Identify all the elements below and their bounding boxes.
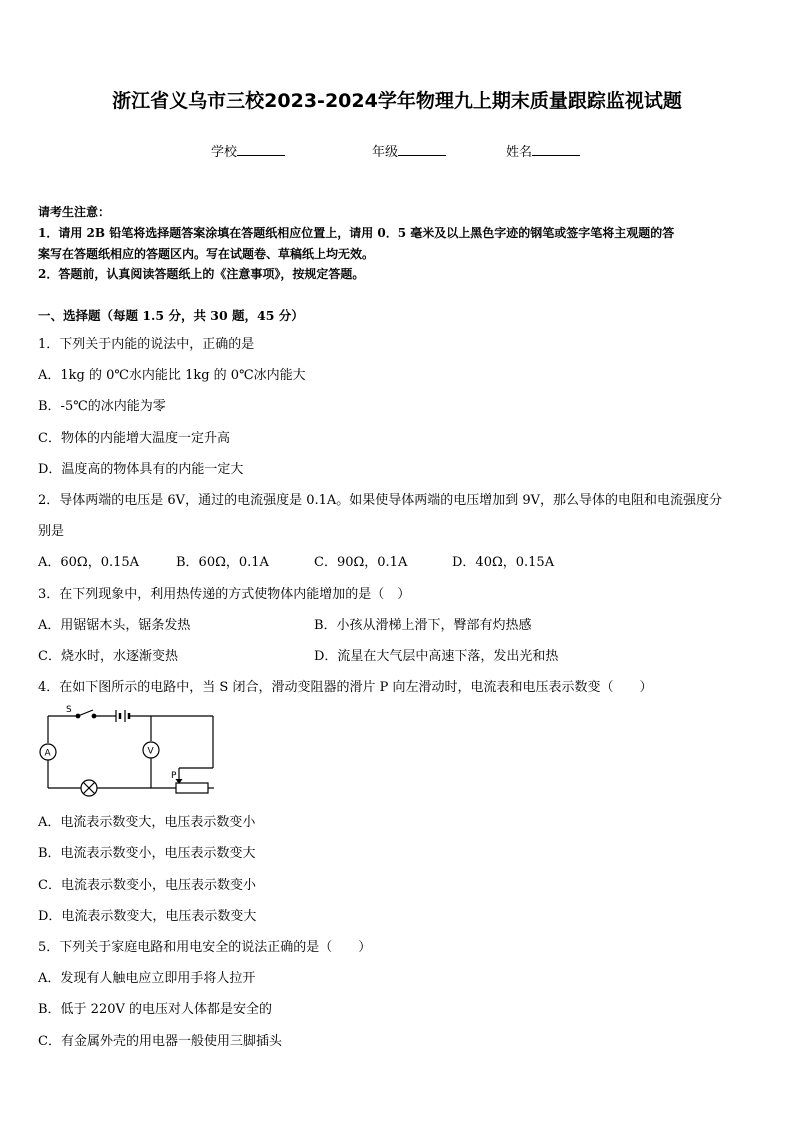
ammeter-label: A bbox=[44, 748, 51, 759]
notice-line-2: 2．答题前，认真阅读答题纸上的《注意事项》，按规定答题。 bbox=[38, 267, 365, 281]
circuit-diagram bbox=[36, 700, 220, 804]
q4-option-a: A．电流表示数变大，电压表示数变小 bbox=[38, 815, 256, 830]
name-field bbox=[506, 141, 580, 160]
slider-label: P bbox=[171, 771, 177, 781]
q4-option-d: D．电流表示数变大，电压表示数变大 bbox=[38, 909, 257, 924]
voltmeter-label: V bbox=[147, 746, 154, 757]
notice-line-1a: 1．请用 2B 铅笔将选择题答案涂填在答题纸相应位置上，请用 0．5 毫米及以上黑色字迹的钢笔或签字笔将主观题的答 bbox=[38, 226, 675, 240]
q2-option-a: A．60Ω，0.15A bbox=[38, 555, 140, 570]
q5-option-c: C．有金属外壳的用电器一般使用三脚插头 bbox=[38, 1034, 282, 1049]
name-blank[interactable] bbox=[532, 143, 580, 156]
q3-option-a: A．用锯锯木头，锯条发热 bbox=[38, 618, 191, 633]
battery-icon bbox=[116, 710, 129, 722]
notice-heading: 请考生注意： bbox=[38, 205, 111, 219]
q2-stem-line2: 别是 bbox=[38, 524, 65, 539]
grade-field bbox=[372, 141, 446, 160]
page-title: 浙江省义乌市三校2023-2024学年物理九上期末质量跟踪监视试题 bbox=[112, 90, 682, 112]
switch-label: S bbox=[66, 705, 72, 715]
school-label: 学校 bbox=[211, 145, 238, 160]
notice-line-1b: 案写在答题纸相应的答题区内。写在试题卷、草稿纸上均无效。 bbox=[38, 247, 375, 261]
grade-label: 年级 bbox=[372, 145, 399, 160]
q4-stem: 4．在如下图所示的电路中，当 S 闭合，滑动变阻器的滑片 P 向左滑动时，电流表和电压表示数变（ ） bbox=[38, 680, 653, 695]
q3-stem: 3．在下列现象中，利用热传递的方式使物体内能增加的是（ ） bbox=[38, 587, 411, 602]
q2-stem-line1: 2．导体两端的电压是 6V，通过的电流强度是 0.1A。如果使导体两端的电压增加到 9V，那么导体的电阻和电流强度分 bbox=[38, 493, 723, 508]
q2-option-c: C．90Ω，0.1A bbox=[314, 555, 408, 570]
switch-icon bbox=[76, 710, 96, 718]
grade-blank[interactable] bbox=[398, 143, 446, 156]
lamp-icon bbox=[81, 780, 97, 796]
q4-option-c: C．电流表示数变小，电压表示数变小 bbox=[38, 878, 256, 893]
q5-option-b: B．低于 220V 的电压对人体都是安全的 bbox=[38, 1002, 273, 1017]
name-label: 姓名 bbox=[506, 145, 533, 160]
q5-option-a: A．发现有人触电应立即用手将人拉开 bbox=[38, 971, 256, 986]
q1-option-a: A．1kg 的 0℃水内能比 1kg 的 0℃冰内能大 bbox=[38, 368, 306, 383]
q2-option-d: D．40Ω，0.15A bbox=[452, 555, 555, 570]
q5-stem: 5．下列关于家庭电路和用电安全的说法正确的是（ ） bbox=[38, 940, 372, 955]
q1-stem: 1．下列关于内能的说法中，正确的是 bbox=[38, 337, 255, 352]
q3-option-c: C．烧水时，水逐渐变热 bbox=[38, 649, 178, 664]
q1-option-b: B．-5℃的冰内能为零 bbox=[38, 399, 166, 414]
q3-option-b: B．小孩从滑梯上滑下，臀部有灼热感 bbox=[314, 618, 532, 633]
q4-option-b: B．电流表示数变小，电压表示数变大 bbox=[38, 846, 256, 861]
q1-option-c: C．物体的内能增大温度一定升高 bbox=[38, 431, 230, 446]
q2-option-b: B．60Ω，0.1A bbox=[176, 555, 269, 570]
q3-option-d: D．流星在大气层中高速下落，发出光和热 bbox=[314, 649, 559, 664]
section-heading: 一、选择题（每题 1.5 分，共 30 题，45 分） bbox=[38, 308, 304, 323]
school-blank[interactable] bbox=[237, 143, 285, 156]
school-field bbox=[211, 141, 285, 160]
rheostat-icon bbox=[176, 783, 208, 793]
q1-option-d: D．温度高的物体具有的内能一定大 bbox=[38, 462, 244, 477]
